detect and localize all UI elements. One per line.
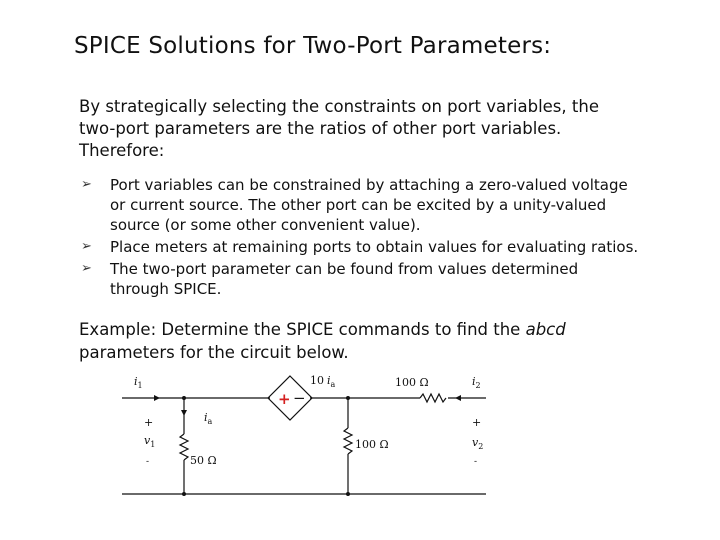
series-resistor-label: 100 Ω — [395, 376, 429, 389]
v2-label: $v_2$ — [472, 436, 484, 451]
node-dot — [346, 396, 350, 400]
ia-arrow-icon — [181, 410, 187, 416]
bullet-line: The two-port parameter can be found from values determined — [110, 260, 579, 278]
node-dot — [182, 492, 186, 496]
v1-plus: + — [144, 416, 154, 429]
node-dot — [182, 396, 186, 400]
intro-line-1: By strategically selecting the constraints on port variables, the — [79, 97, 599, 116]
bullet-item — [79, 175, 709, 235]
i2-label: $i_2$ — [472, 375, 481, 390]
intro-paragraph — [79, 96, 699, 162]
bullet-line: through SPICE. — [110, 280, 222, 298]
i2-arrow-icon — [455, 395, 461, 401]
slide-title: SPICE Solutions for Two-Port Parameters: — [74, 33, 552, 59]
example-paragraph — [79, 318, 699, 364]
bullet-item — [79, 237, 709, 257]
arrow-bullet-icon: ➢ — [81, 177, 92, 192]
i1-label: $i_1$ — [134, 375, 143, 390]
dep-source-label: 10 $i_a$ — [310, 374, 336, 389]
bullet-item — [79, 259, 709, 299]
right-shunt-resistor — [344, 428, 352, 454]
bullet-line: source (or some other convenient value). — [110, 216, 421, 234]
intro-line-2: two-port parameters are the ratios of other port variables. — [79, 119, 562, 138]
bullet-list — [79, 175, 709, 301]
i1-arrow-icon — [154, 395, 160, 401]
arrow-bullet-icon: ➢ — [81, 239, 92, 254]
node-dot — [346, 492, 350, 496]
source-minus-sign: − — [293, 389, 306, 407]
right-shunt-label: 100 Ω — [355, 438, 389, 451]
intro-line-3: Therefore: — [79, 141, 165, 160]
v2-plus: + — [472, 416, 482, 429]
v2-minus: - — [474, 457, 478, 467]
source-plus-sign: + — [278, 390, 291, 408]
example-line-1 — [79, 318, 699, 341]
arrow-bullet-icon: ➢ — [81, 261, 92, 276]
series-resistor — [420, 394, 446, 402]
v1-label: $v_1$ — [144, 434, 156, 449]
left-shunt-label: 50 Ω — [190, 454, 217, 467]
bullet-line: or current source. The other port can be excited by a unity-valued — [110, 196, 607, 214]
bullet-line: Port variables can be constrained by attaching a zero-valued voltage — [110, 176, 628, 194]
example-text: Example: Determine the SPICE commands to find the — [79, 320, 526, 339]
bullet-line: Place meters at remaining ports to obtain values for evaluating ratios. — [110, 238, 639, 256]
ia-label: $i_a$ — [204, 411, 213, 426]
v1-minus: - — [146, 457, 150, 467]
example-line-2: parameters for the circuit below. — [79, 343, 349, 362]
example-emphasis: abcd — [525, 320, 566, 339]
left-shunt-resistor — [180, 434, 188, 460]
circuit-diagram — [120, 368, 500, 503]
